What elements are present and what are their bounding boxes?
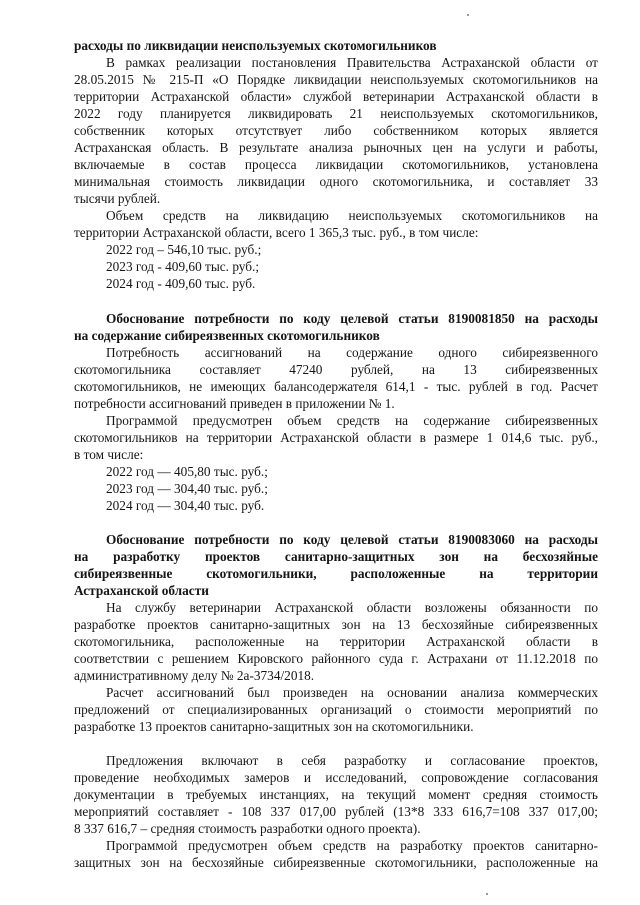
section2-p1-line: потребности ассигнований приведен в приложении № 1. <box>74 396 395 411</box>
section1-year-2023: 2023 год - 409,60 тыс. руб.; <box>106 259 260 274</box>
section3-p3-line: Предложения включают в себя разработку и согласование проектов, <box>106 753 598 768</box>
section3-p2-line: Расчет ассигнований был произведен на основании анализа коммерческих <box>106 685 598 700</box>
section3-p1-line: На службу ветеринарии Астраханской области возложены обязанности по <box>106 600 598 615</box>
section3-p2-line: разработке 13 проектов санитарно-защитных зон на скотомогильники. <box>74 719 474 734</box>
section3-p1-line: административному делу № 2а-3734/2018. <box>74 668 315 683</box>
section1-p1-line: В рамках реализации постановления Правительства Астраханской области от <box>106 55 598 70</box>
section3-title-line: на разработку проектов санитарно-защитных зон на бесхозяйные <box>74 549 598 564</box>
section1-p1-line: минимальная стоимость ликвидации одного скотомогильника, и составляет 33 <box>74 174 598 189</box>
section2-title-line: на содержание сибиреязвенных скотомогильников <box>74 328 380 343</box>
section2-year-2024: 2024 год — 304,40 тыс. руб. <box>106 498 265 513</box>
section3-p3-line: проведение необходимых замеров и исследований, сопровождение согласования <box>74 770 598 785</box>
section2-p2-line: в том числе: <box>74 447 144 462</box>
section2-year-2023: 2023 год — 304,40 тыс. руб.; <box>106 481 268 496</box>
section2-year-2022: 2022 год — 405,80 тыс. руб.; <box>106 464 268 479</box>
section2-p2-line: Программой предусмотрен объем средств на содержание сибиреязвенных <box>106 413 598 428</box>
scan-speck <box>486 893 488 895</box>
section1-p1-line: собственник которых отсутствует либо собственником которых является <box>74 123 598 138</box>
section1-p1-line: тысячи рублей. <box>74 191 161 206</box>
section3-p3-line: 8 337 616,7 – средняя стоимость разработки одного проекта). <box>74 821 421 836</box>
section1-p1-line: территории Астраханской области» службой ветеринарии Астраханской области в <box>74 89 598 104</box>
section2-p1-line: Потребность ассигнований на содержание одного сибиреязвенного <box>106 345 598 360</box>
section2-p2-line: скотомогильников на территории Астраханской области в размере 1 014,6 тыс. руб., <box>74 430 598 445</box>
section3-title-line: сибиреязвенные скотомогильники, расположенные на территории <box>74 566 598 581</box>
section3-p3-line: мероприятий составляет - 108 337 017,00 рублей (13*8 333 616,7=108 337 017,00; <box>74 804 598 819</box>
section2-p1-line: скотомогильников, не имеющих балансодержателя 614,1 - тыс. рублей в год. Расчет <box>74 379 598 394</box>
section2-title-line: Обоснование потребности по коду целевой статьи 8190081850 на расходы <box>106 311 598 326</box>
section1-p1-line: 2022 году планируется ликвидировать 21 неиспользуемых скотомогильников, <box>74 106 598 121</box>
section3-p1-line: разработке проектов санитарно-защитных зон на 13 бесхозяйные сибиреязвенных <box>74 617 598 632</box>
section1-p1-line: Астраханская область. В результате анализа рыночных цен на услуги и работы, <box>74 140 598 155</box>
section1-p1-line: включаемые в состав процесса ликвидации скотомогильников, установлена <box>74 157 598 172</box>
section3-p1-line: скотомогильника, расположенные на территории Астраханской области в <box>74 634 598 649</box>
section2-p1-line: скотомогильника составляет 47240 рублей, на 13 сибиреязвенных <box>74 362 598 377</box>
section3-title-line: Обоснование потребности по коду целевой статьи 8190083060 на расходы <box>106 532 598 547</box>
section1-year-2024: 2024 год - 409,60 тыс. руб. <box>106 276 256 291</box>
section3-p4-line: защитных зон на бесхозяйные сибиреязвенные скотомогильники, расположенные на <box>74 855 598 870</box>
section1-p2-line: Объем средств на ликвидацию неиспользуемых скотомогильников на <box>106 208 598 223</box>
section1-p2-line: территории Астраханской области, всего 1 365,3 тыс. руб., в том числе: <box>74 225 479 240</box>
section1-year-2022: 2022 год – 546,10 тыс. руб.; <box>106 242 262 257</box>
section3-title-line: Астраханской области <box>74 583 209 598</box>
section3-p3-line: документации в требуемых инстанциях, на текущий момент средняя стоимость <box>74 787 598 802</box>
section1-title-tail: расходы по ликвидации неиспользуемых скотомогильников <box>74 38 437 53</box>
section3-p2-line: предложений от специализированных организаций о стоимости мероприятий по <box>74 702 598 717</box>
section3-p1-line: соответствии с решением Кировского районного суда г. Астрахани от 11.12.2018 по <box>74 651 598 666</box>
scan-speck <box>467 14 469 16</box>
section1-p1-line: 28.05.2015 № 215-П «О Порядке ликвидации неиспользуемых скотомогильников на <box>74 72 598 87</box>
section3-p4-line: Программой предусмотрен объем средств на разработку проектов санитарно- <box>106 838 598 853</box>
